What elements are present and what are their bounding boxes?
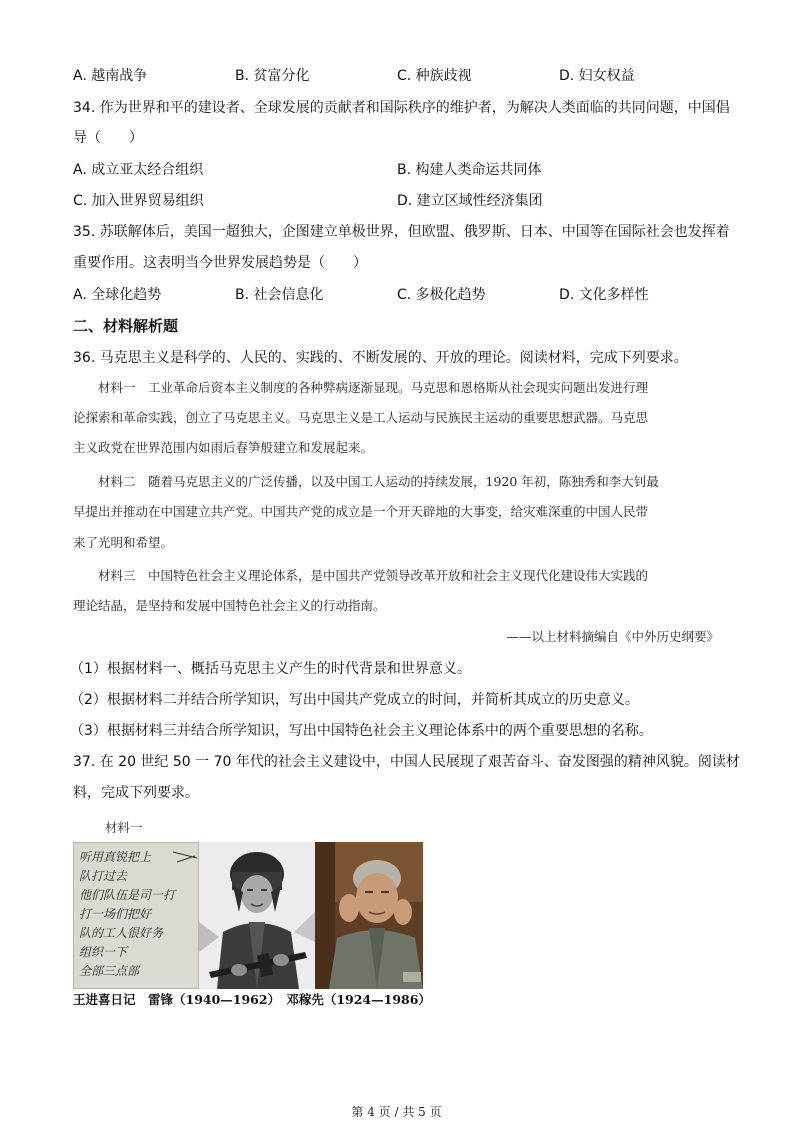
q36-material1-line3: 主义政党在世界范围内如雨后春笋般建立和发展起来。 — [73, 440, 374, 455]
q33-option-c: C. 种族歧视 — [397, 68, 472, 84]
q34-stem-line1: 34. 作为世界和平的建设者、全球发展的贡献者和国际秩序的维护者，为解决人类面临的共同问题，中国倡 — [73, 100, 730, 116]
photo-caption: 王进喜日记 雷锋（1940—1962） 邓稼先（1924—1986） — [73, 992, 431, 1007]
diary-photo — [73, 842, 199, 989]
diary-line: 队的工人很好务 — [79, 926, 164, 940]
soldier-portrait — [199, 842, 315, 989]
lei-feng-photo — [199, 842, 315, 989]
q34-option-d: D. 建立区域性经济集团 — [397, 193, 543, 209]
diary-line: 打一场们把好 — [79, 907, 152, 921]
q35-stem-line2: 重要作用。这表明当今世界发展趋势是（ ） — [73, 255, 367, 271]
q36-sub1: （1）根据材料一、概括马克思主义产生的时代背景和世界意义。 — [70, 661, 471, 677]
section-heading: 二、材料解析题 — [73, 317, 179, 335]
q36-material3-line2: 理论结晶，是坚持和发展中国特色社会主义的行动指南。 — [73, 598, 386, 613]
q33-option-a: A. 越南战争 — [73, 68, 148, 84]
diary-handwriting — [79, 848, 175, 981]
q37-stem-line1: 37. 在 20 世纪 50 一 70 年代的社会主义建设中，中国人民展现了艰苦奋斗、奋发图强的精神风貌。阅读材 — [73, 754, 740, 770]
q36-sub2: （2）根据材料二并结合所学知识，写出中国共产党成立的时间，并简析其成立的历史意义。 — [70, 692, 639, 708]
q36-material3-line1: 材料三 中国特色社会主义理论体系，是中国共产党领导改革开放和社会主义现代化建设伟大实践的 — [73, 568, 649, 583]
page-footer: 第 4 页 / 共 5 页 — [351, 1105, 442, 1119]
diary-line: 队打过去 — [79, 869, 128, 883]
q36-material1-line1: 材料一 工业革命后资本主义制度的各种弊病逐渐显现。马克思和恩格斯从社会现实问题出发进行理 — [73, 380, 649, 395]
q33-option-b: B. 贫富分化 — [235, 68, 310, 84]
scientist-portrait — [315, 842, 423, 989]
q34-option-b: B. 构建人类命运共同体 — [397, 162, 542, 178]
q37-stem-line2: 料，完成下列要求。 — [73, 785, 199, 801]
q35-option-a: A. 全球化趋势 — [73, 287, 162, 303]
q36-sub3: （3）根据材料三并结合所学知识，写出中国特色社会主义理论体系中的两个重要思想的名称。 — [70, 723, 653, 739]
diary-line: 听用真锐把上 — [79, 850, 152, 864]
q34-stem-line2: 导（ ） — [73, 130, 143, 146]
q34-option-a: A. 成立亚太经合组织 — [73, 162, 204, 178]
diary-line: 组织一下 — [79, 945, 128, 959]
q33-option-d: D. 妇女权益 — [559, 68, 635, 84]
q35-option-c: C. 多极化趋势 — [397, 287, 486, 303]
q34-option-c: C. 加入世界贸易组织 — [73, 193, 204, 209]
q35-option-d: D. 文化多样性 — [559, 287, 649, 303]
q36-stem: 36. 马克思主义是科学的、人民的、实践的、不断发展的、开放的理论。阅读材料，完成下列要求。 — [73, 350, 688, 366]
diary-line: 他们队伍是司一打 — [79, 888, 176, 902]
q36-material2-line2: 早提出并推动在中国建立共产党。中国共产党的成立是一个开天辟地的大事变，给灾难深重的中国人民带 — [73, 504, 649, 519]
deng-jiaxian-photo — [315, 842, 423, 989]
q35-option-b: B. 社会信息化 — [235, 287, 324, 303]
q37-material-label: 材料一 — [105, 820, 143, 835]
q36-material1-line2: 论探索和革命实践，创立了马克思主义。马克思主义是工人运动与民族民主运动的重要思想武器。马克思 — [73, 410, 649, 425]
q36-source: ——以上材料摘编自《中外历史纲要》 — [506, 629, 719, 644]
q36-material2-line1: 材料二 随着马克思主义的广泛传播，以及中国工人运动的持续发展，1920 年初，陈独秀和李大钊最 — [73, 474, 659, 489]
q35-stem-line1: 35. 苏联解体后，美国一超独大，企图建立单极世界，但欧盟、俄罗斯、日本、中国等在国际社会也发挥着 — [73, 224, 730, 240]
q36-material2-line3: 来了光明和希望。 — [73, 535, 174, 550]
diary-line: 全部三点部 — [79, 964, 140, 978]
